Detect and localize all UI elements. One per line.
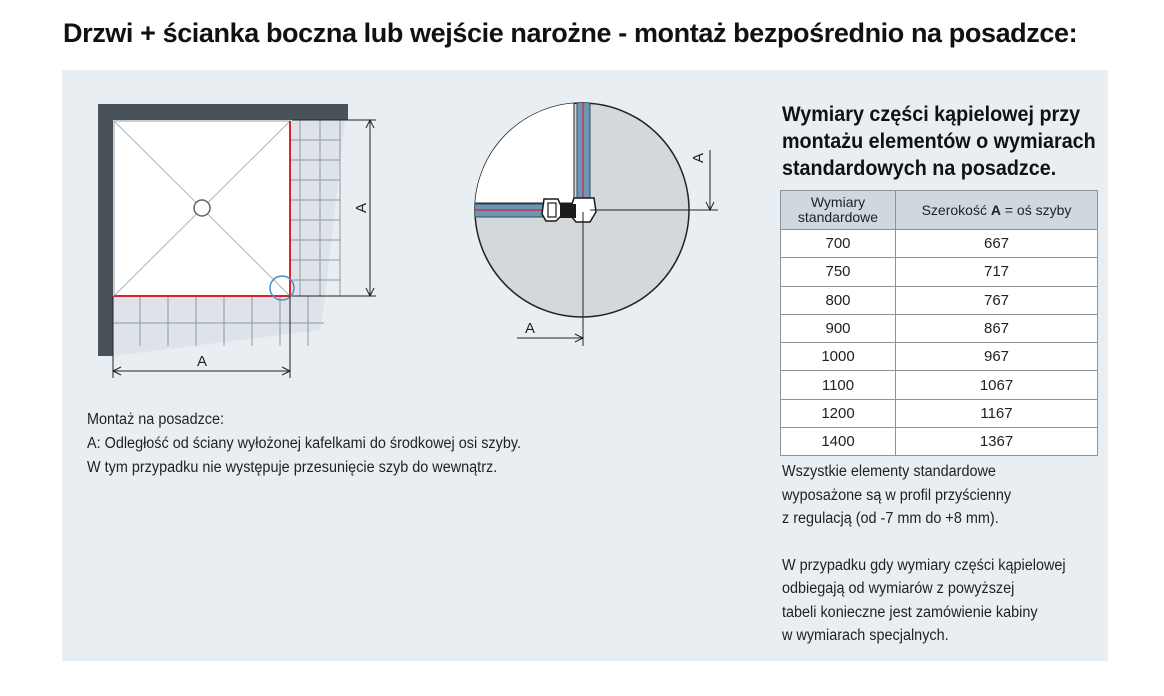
header-width-a xyxy=(896,191,1098,230)
table-row xyxy=(781,343,1098,371)
side-note-p1-line1: Wszystkie elementy standardowe xyxy=(782,463,996,480)
cell-width: 717 xyxy=(896,258,1098,286)
cell-width: 867 xyxy=(896,314,1098,342)
cell-width: 1367 xyxy=(896,428,1098,456)
side-note-p2-line4: w wymiarach specjalnych. xyxy=(782,627,949,644)
cell-width: 1067 xyxy=(896,371,1098,399)
cell-width: 767 xyxy=(896,286,1098,314)
dimension-a-vertical-label: A xyxy=(352,202,370,214)
page-title: Drzwi + ścianka boczna lub wejście narożne - montaż bezpośrednio na posadzce: xyxy=(63,18,1078,48)
table-row xyxy=(781,258,1098,286)
cell-standard: 800 xyxy=(781,286,896,314)
side-note-p1-line2: wyposażone są w profil przyścienny xyxy=(782,486,1012,504)
cell-standard: 1200 xyxy=(781,399,896,427)
table-row xyxy=(781,428,1098,456)
table-row xyxy=(781,314,1098,342)
header-col2-suffix: = oś szyby xyxy=(1000,201,1072,218)
corner-detail xyxy=(472,100,718,346)
table-heading-line-1: Wymiary części kąpielowej przy xyxy=(782,103,1081,126)
header-col2-bold: A xyxy=(990,201,1001,218)
header-col2-prefix: Szerokość xyxy=(921,201,991,218)
cell-width: 1167 xyxy=(896,399,1098,427)
side-note-p2-line1: W przypadku gdy wymiary części kąpielowej xyxy=(782,556,1066,574)
detail-inner-area xyxy=(475,103,574,203)
cell-standard: 1000 xyxy=(781,343,896,371)
dimension-a-horizontal-label: A xyxy=(196,353,208,370)
notes-line-1: Montaż na posadzce: xyxy=(87,411,225,428)
installation-notes xyxy=(87,408,521,480)
notes-line-2: A: Odległość od ściany wyłożonej kafelkami do środkowej osi szyby. xyxy=(87,435,521,452)
table-header-row xyxy=(781,191,1098,230)
cell-standard: 700 xyxy=(781,230,896,258)
detail-dimension-vertical-label: A xyxy=(689,152,707,164)
table-heading xyxy=(782,101,1096,182)
side-note-p2-line2: odbiegają od wymiarów z powyższej xyxy=(782,580,1015,597)
connector-seal xyxy=(560,204,576,218)
table-row xyxy=(781,399,1098,427)
cell-width: 967 xyxy=(896,343,1098,371)
notes-line-3: W tym przypadku nie występuje przesunięcie szyb do wewnątrz. xyxy=(87,459,498,476)
cell-width: 667 xyxy=(896,230,1098,258)
table-heading-line-2: montażu elementów o wymiarach xyxy=(782,130,1096,153)
header-col1-line2: standardowe xyxy=(797,209,879,225)
side-note-p1-line3: z regulacją (od -7 mm do +8 mm). xyxy=(782,510,999,527)
table-row xyxy=(781,371,1098,399)
drain-icon xyxy=(194,200,210,216)
cell-standard: 1400 xyxy=(781,428,896,456)
cell-standard: 900 xyxy=(781,314,896,342)
cell-standard: 1100 xyxy=(781,371,896,399)
table-heading-line-3: standardowych na posadzce. xyxy=(782,157,1057,180)
side-notes xyxy=(782,460,1066,648)
floor-plan xyxy=(98,104,376,378)
dimensions-table xyxy=(780,190,1098,456)
table-row xyxy=(781,286,1098,314)
header-col1-line1: Wymiary xyxy=(810,194,866,210)
detail-dimension-horizontal-label: A xyxy=(524,320,536,337)
side-note-p2-line3: tabeli konieczne jest zamówienie kabiny xyxy=(782,603,1038,621)
table-row xyxy=(781,230,1098,258)
cell-standard: 750 xyxy=(781,258,896,286)
header-standard-dimensions xyxy=(781,191,896,230)
